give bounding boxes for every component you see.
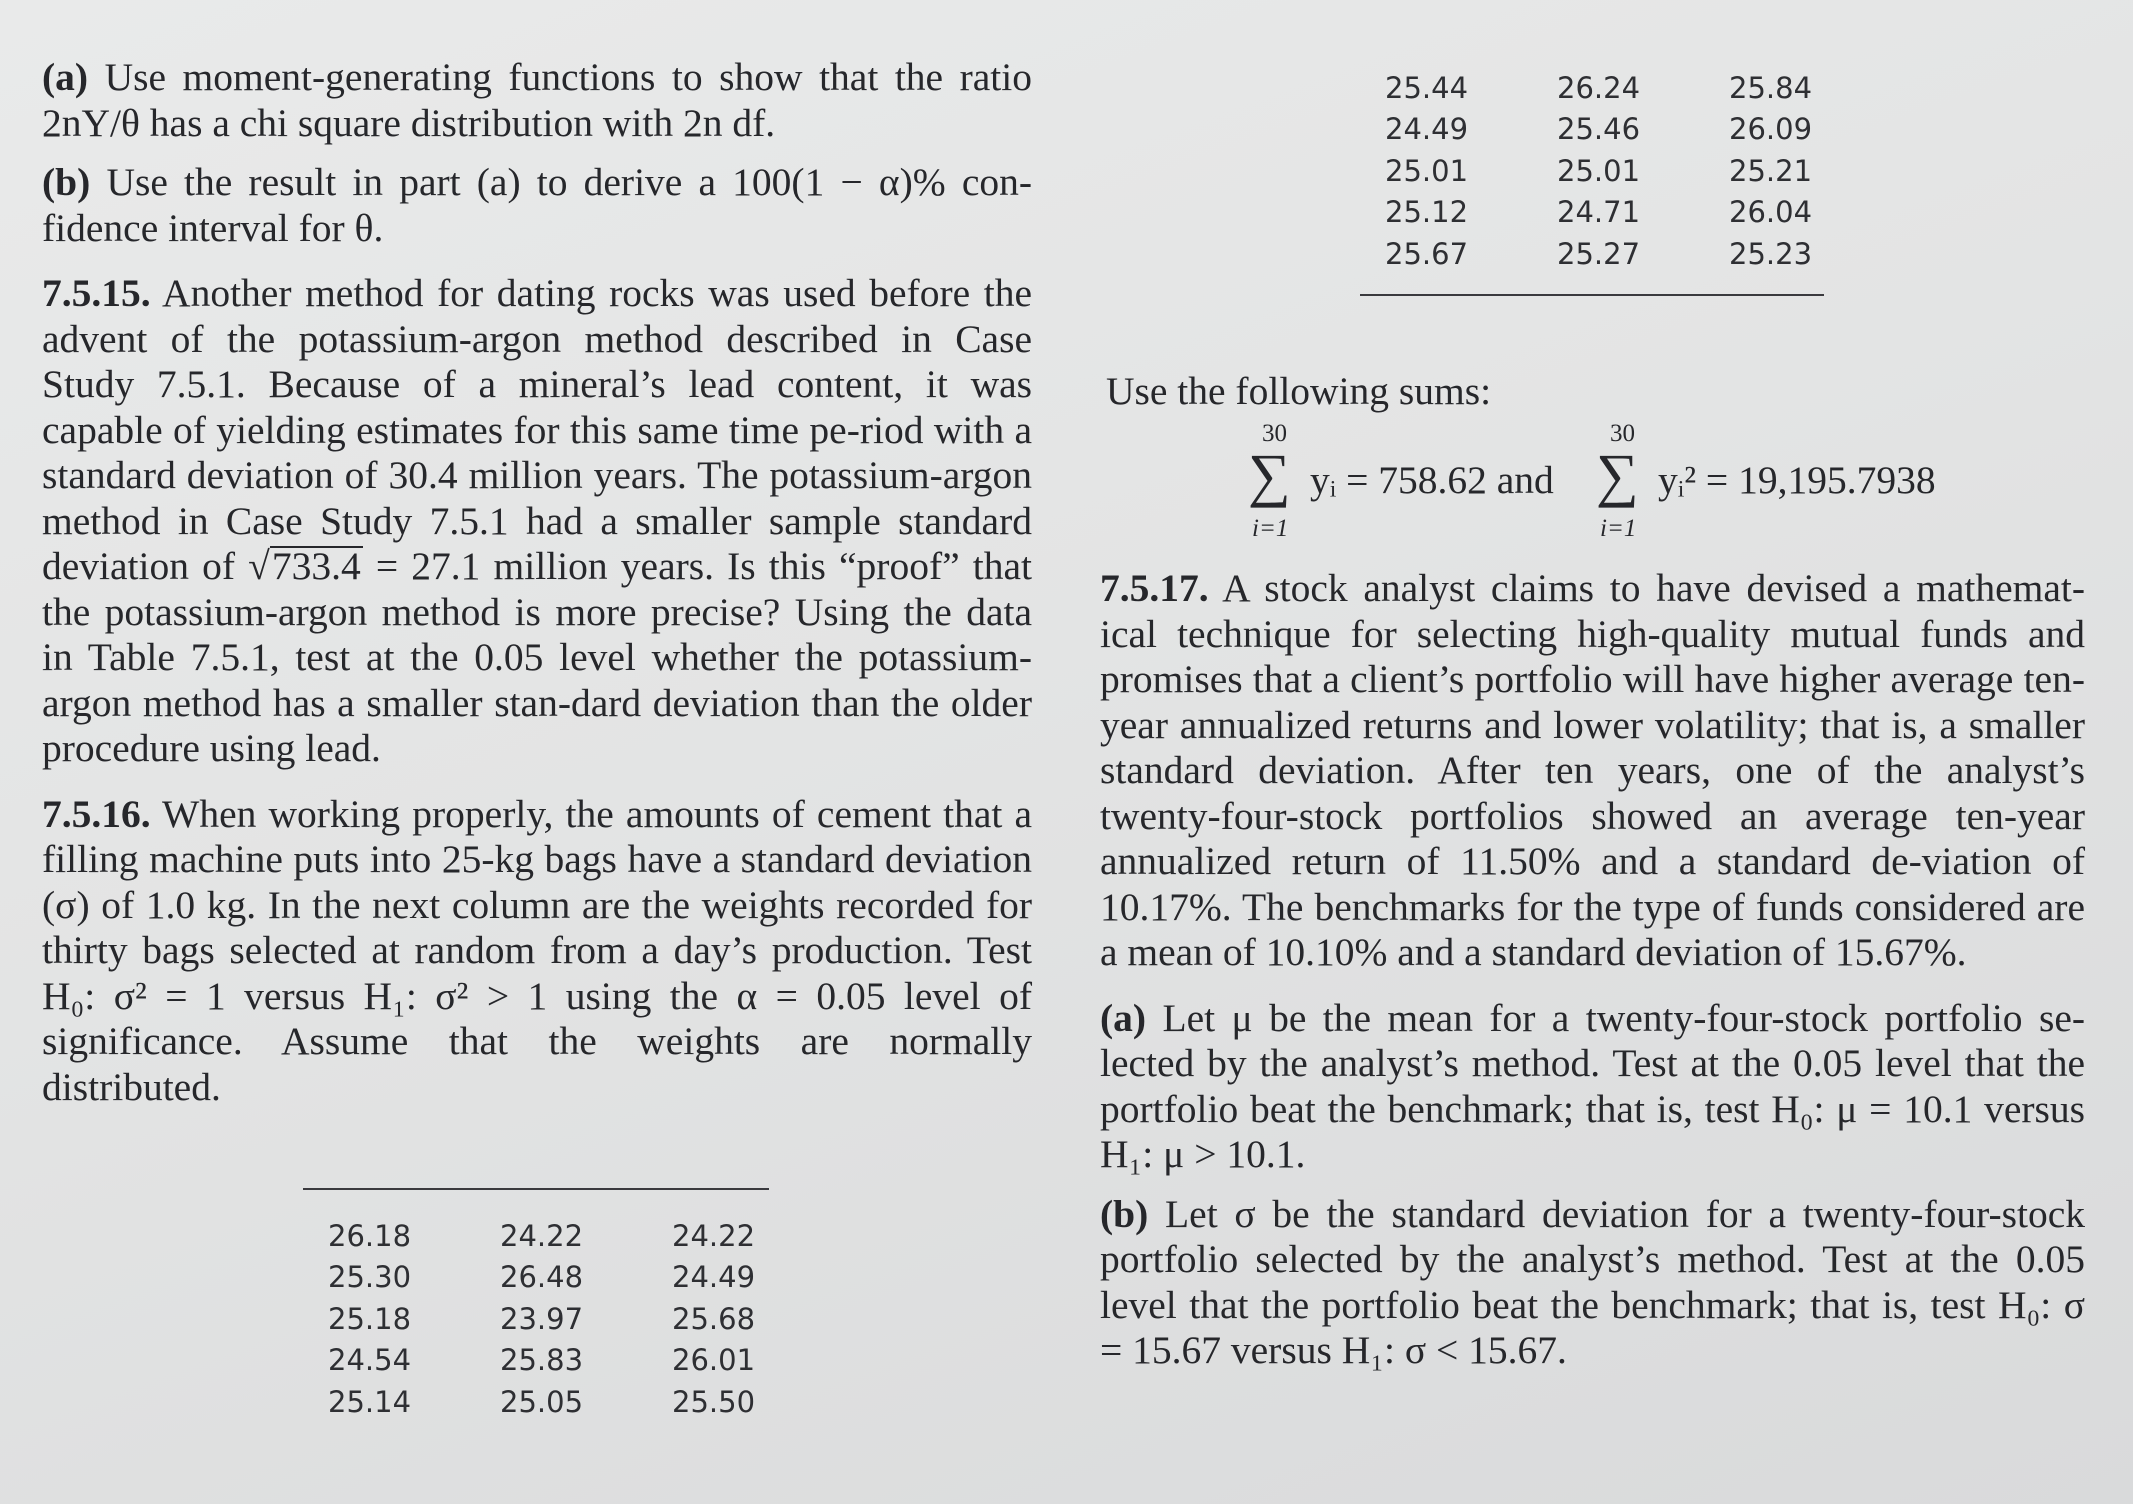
exercise-part-b [1100, 1192, 2085, 1374]
table-cell: 25.21 [1729, 153, 1813, 188]
exercise-number: 7.5.17. [1100, 566, 1209, 610]
table-cell: 26.09 [1729, 112, 1813, 147]
exercise-text: A stock analyst claims to have devised a mathemat-ical technique for selecting high-quality mutual funds and promises that a client’s portfolio will have higher average ten-year annualized returns and lower volatility; that is, a smaller standard deviation. After ten years, one of the analyst’s twenty-four-stock portfolios showed an average ten-year annualized return of 11.50% and a standard de-viation of 10.17%. The benchmarks for the type of funds considered are a mean of 10.10% and a standard deviation of 15.67%. [1100, 566, 2085, 974]
table-row [1385, 67, 1901, 109]
table-cell: 25.23 [1729, 236, 1813, 271]
table-cell: 26.24 [1557, 70, 1641, 105]
sum-expression: yᵢ² = 19,195.7938 [1658, 458, 1936, 502]
exercise-part-a [1100, 996, 2085, 1178]
left-column [42, 55, 1032, 1110]
table-bottom-rule [1360, 294, 1824, 296]
exercise-text: When working properly, the amounts of cement that a filling machine puts into 25-kg bags have a standard deviation (σ) of 1.0 kg. In the next column are the weights recorded for thirty bags selected at random from a day’s production. Test H₀: σ² = 1 versus H₁: σ² > 1 using the α = 0.05 level of significance. Assume that the weights are normally distributed. [42, 791, 1032, 1109]
part-text: Let μ be the mean for a twenty-four-stock portfolio se-lected by the analyst’s method. Test at the 0.05 level that the portfolio beat the benchmark; that is, test H₀: μ = 10.1 versus H₁: μ > 10.1. [1100, 995, 2086, 1176]
part-text: Let σ be the standard deviation for a twenty-four-stock portfolio selected by the analyst’s method. Test at the 0.05 level that the portfolio beat the benchmark; that is, test H₀: σ = 15.67 versus H₁: σ < 15.67. [1100, 1191, 2085, 1372]
table-cell: 24.54 [328, 1343, 412, 1378]
table-row [1385, 150, 1901, 192]
table-cell: 24.49 [672, 1260, 756, 1295]
part-label: (a) [42, 55, 89, 99]
exercise-part-a [42, 55, 1032, 146]
table-cell: 25.12 [1385, 195, 1469, 230]
table-row [1385, 233, 1901, 275]
sum-upper-limit: 30 [1610, 420, 1635, 447]
table-cell: 26.04 [1729, 195, 1813, 230]
exercise-number: 7.5.15. [42, 271, 151, 315]
sum-upper-limit: 30 [1262, 420, 1287, 447]
table-cell: 26.48 [500, 1260, 584, 1295]
table-cell: 25.27 [1557, 236, 1641, 271]
exercise-7-5-15 [42, 271, 1032, 772]
table-row [1385, 192, 1901, 234]
table-cell: 24.22 [672, 1218, 756, 1253]
table-cell: 25.14 [328, 1384, 412, 1419]
table-cell: 25.50 [672, 1384, 756, 1419]
exercise-number: 7.5.16. [42, 791, 151, 836]
exercise-part-b [42, 160, 1032, 251]
part-label: (a) [1100, 995, 1147, 1040]
table-row [328, 1381, 844, 1423]
part-label: (b) [1100, 1191, 1149, 1236]
sqrt-symbol: √ [248, 544, 270, 588]
weights-table-right [1385, 67, 1901, 275]
summation-sign: ∑ [1248, 442, 1291, 508]
part-label: (b) [42, 160, 91, 204]
table-cell: 25.44 [1385, 70, 1469, 105]
table-cell: 26.01 [672, 1343, 756, 1378]
summation-sign: ∑ [1596, 442, 1639, 508]
exercise-text-cont: = 27.1 million years. Is this “proof” that the potassium-argon method is more precise? Using the data in Table 7.5.1, test at the 0.05 level whether the potassium-argon method has a smaller stan-dard deviation than the older procedure using lead. [42, 544, 1032, 770]
table-cell: 25.67 [1385, 236, 1469, 271]
table-cell: 24.71 [1557, 195, 1641, 230]
table-row [328, 1257, 844, 1299]
table-cell: 25.30 [328, 1260, 412, 1295]
table-row [328, 1298, 844, 1340]
table-row [1385, 109, 1901, 151]
exercise-7-5-16 [42, 792, 1032, 1111]
table-cell: 25.05 [500, 1384, 584, 1419]
sum-expression: yᵢ = 758.62 and [1310, 458, 1554, 502]
table-cell: 26.18 [328, 1218, 412, 1253]
table-row [328, 1340, 844, 1382]
exercise-text: Another method for dating rocks was used before the advent of the potassium-argon method described in Case Study 7.5.1. Because of a mineral’s lead content, it was capable of yielding estimates for this same time pe-riod with a standard deviation of 30.4 million years. The potassium-argon method in Case Study 7.5.1 had a smaller sample standard deviation of [42, 271, 1032, 588]
weights-table-left [328, 1215, 844, 1423]
table-cell: 25.68 [672, 1301, 756, 1336]
table-row [328, 1215, 844, 1257]
sum-lower-limit: i=1 [1600, 515, 1637, 542]
table-cell: 24.49 [1385, 112, 1469, 147]
sum-lower-limit: i=1 [1252, 515, 1289, 542]
sqrt-value: 733.4 [271, 544, 361, 588]
table-cell: 24.22 [500, 1218, 584, 1253]
part-text: Use the result in part (a) to derive a 100(1 − α)% con-fidence interval for θ. [42, 160, 1033, 250]
exercise-7-5-17 [1100, 566, 2085, 976]
table-cell: 25.46 [1557, 112, 1641, 147]
table-cell: 25.18 [328, 1301, 412, 1336]
table-cell: 25.83 [500, 1343, 584, 1378]
table-cell: 25.84 [1729, 70, 1813, 105]
right-column [1100, 566, 2085, 1374]
sums-intro: Use the following sums: [1106, 369, 1492, 413]
table-cell: 25.01 [1385, 153, 1469, 188]
table-cell: 25.01 [1557, 153, 1641, 188]
table-cell: 23.97 [500, 1301, 584, 1336]
part-text: Use moment-generating functions to show that the ratio 2nY/θ has a chi square distribution with 2n df. [42, 55, 1032, 145]
table-top-rule [303, 1188, 769, 1190]
